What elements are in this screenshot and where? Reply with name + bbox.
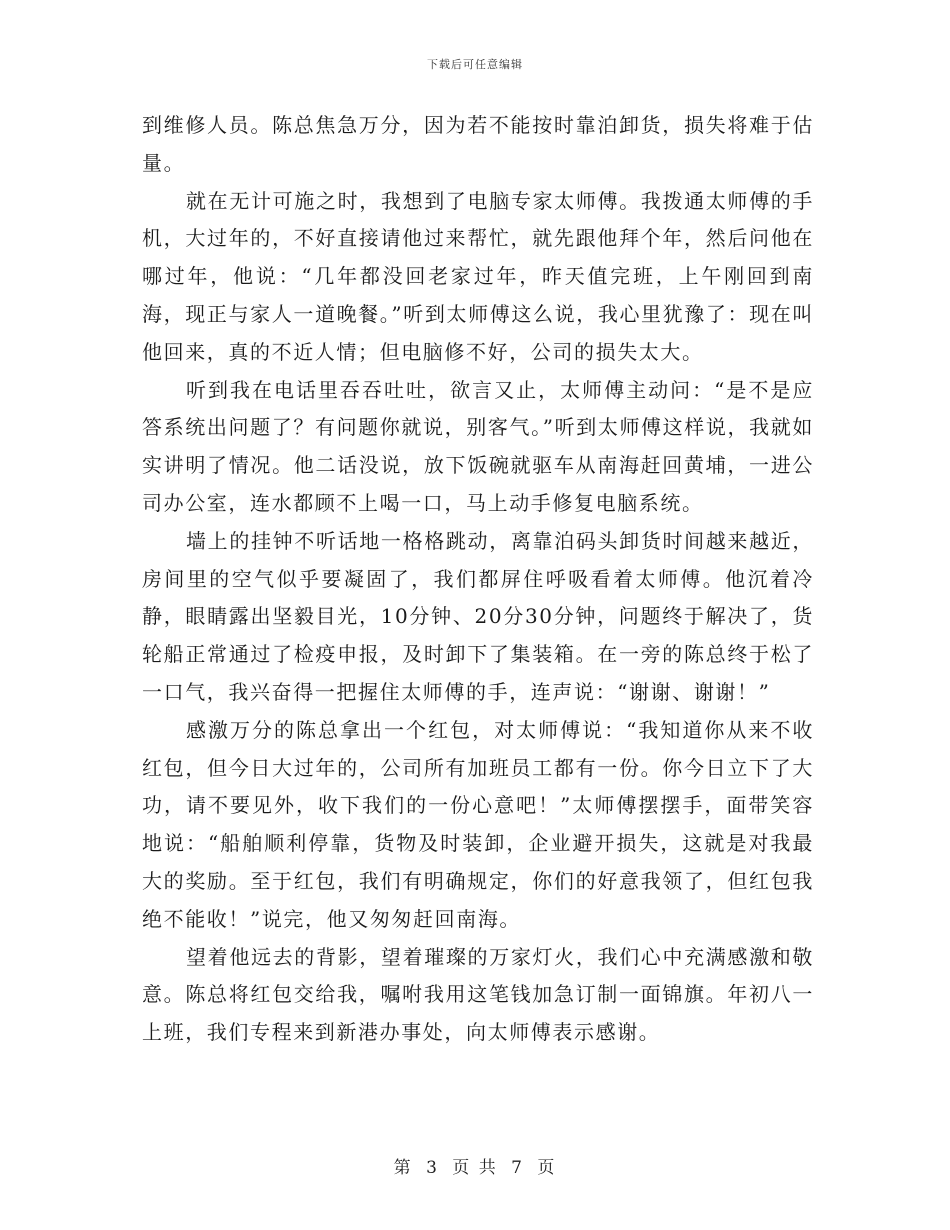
paragraph: 感激万分的陈总拿出一个红包，对太师傅说：“我知道你从来不收红包，但今日大过年的，公司所有加班员工都有一份。你今日立下了大功，请不要见外，收下我们的一份心意吧！”太师傅摆摆手，面带笑容地说：“船舶顺利停靠，货物及时装卸，企业避开损失，这就是对我最大的奖励。至于红包，我们有明确规定，你们的好意我领了，但红包我绝不能收！”说完，他又匆匆赶回南海。 — [142, 717, 814, 931]
page-number: 3 — [426, 1158, 439, 1178]
paragraph: 墙上的挂钟不听话地一格格跳动，离靠泊码头卸货时间越来越近，房间里的空气似乎要凝固了，我们都屏住呼吸看着太师傅。他沉着冷静，眼睛露出坚毅目光，10分钟、20分30分钟，问题终于解决了，货轮船正常通过了检疫申报，及时卸下了集装箱。在一旁的陈总终于松了一口气，我兴奋得一把握住太师傅的手，连声说：“谢谢、谢谢！” — [142, 528, 814, 704]
document-body — [142, 107, 814, 1052]
paragraph-continuation: 到维修人员。陈总焦急万分，因为若不能按时靠泊卸货，损失将难于估量。 — [142, 113, 814, 175]
paragraph: 听到我在电话里吞吞吐吐，欲言又止，太师傅主动问：“是不是应答系统出问题了？有问题你就说，别客气。”听到太师傅这样说，我就如实讲明了情况。他二话没说，放下饭碗就驱车从南海赶回黄埔，一进公司办公室，连水都顾不上喝一口，马上动手修复电脑系统。 — [142, 377, 814, 515]
page-footer — [0, 1153, 950, 1178]
total-pages: 7 — [511, 1158, 524, 1178]
page-footer-suffix: 页 — [537, 1158, 557, 1178]
page-footer-middle: 页 共 — [452, 1158, 498, 1178]
page-footer-prefix: 第 — [393, 1158, 413, 1178]
page-header: 下载后可任意编辑 — [427, 58, 523, 71]
paragraph: 望着他远去的背影，望着璀璨的万家灯火，我们心中充满感激和敬意。陈总将红包交给我，嘱咐我用这笔钱加急订制一面锦旗。年初八一上班，我们专程来到新港办事处，向太师傅表示感谢。 — [142, 944, 814, 1045]
paragraph: 就在无计可施之时，我想到了电脑专家太师傅。我拨通太师傅的手机，大过年的，不好直接请他过来帮忙，就先跟他拜个年，然后问他在哪过年，他说：“几年都没回老家过年，昨天值完班，上午刚回到南海，现正与家人一道晚餐。”听到太师傅这么说，我心里犹豫了：现在叫他回来，真的不近人情；但电脑修不好，公司的损失太大。 — [142, 188, 814, 364]
